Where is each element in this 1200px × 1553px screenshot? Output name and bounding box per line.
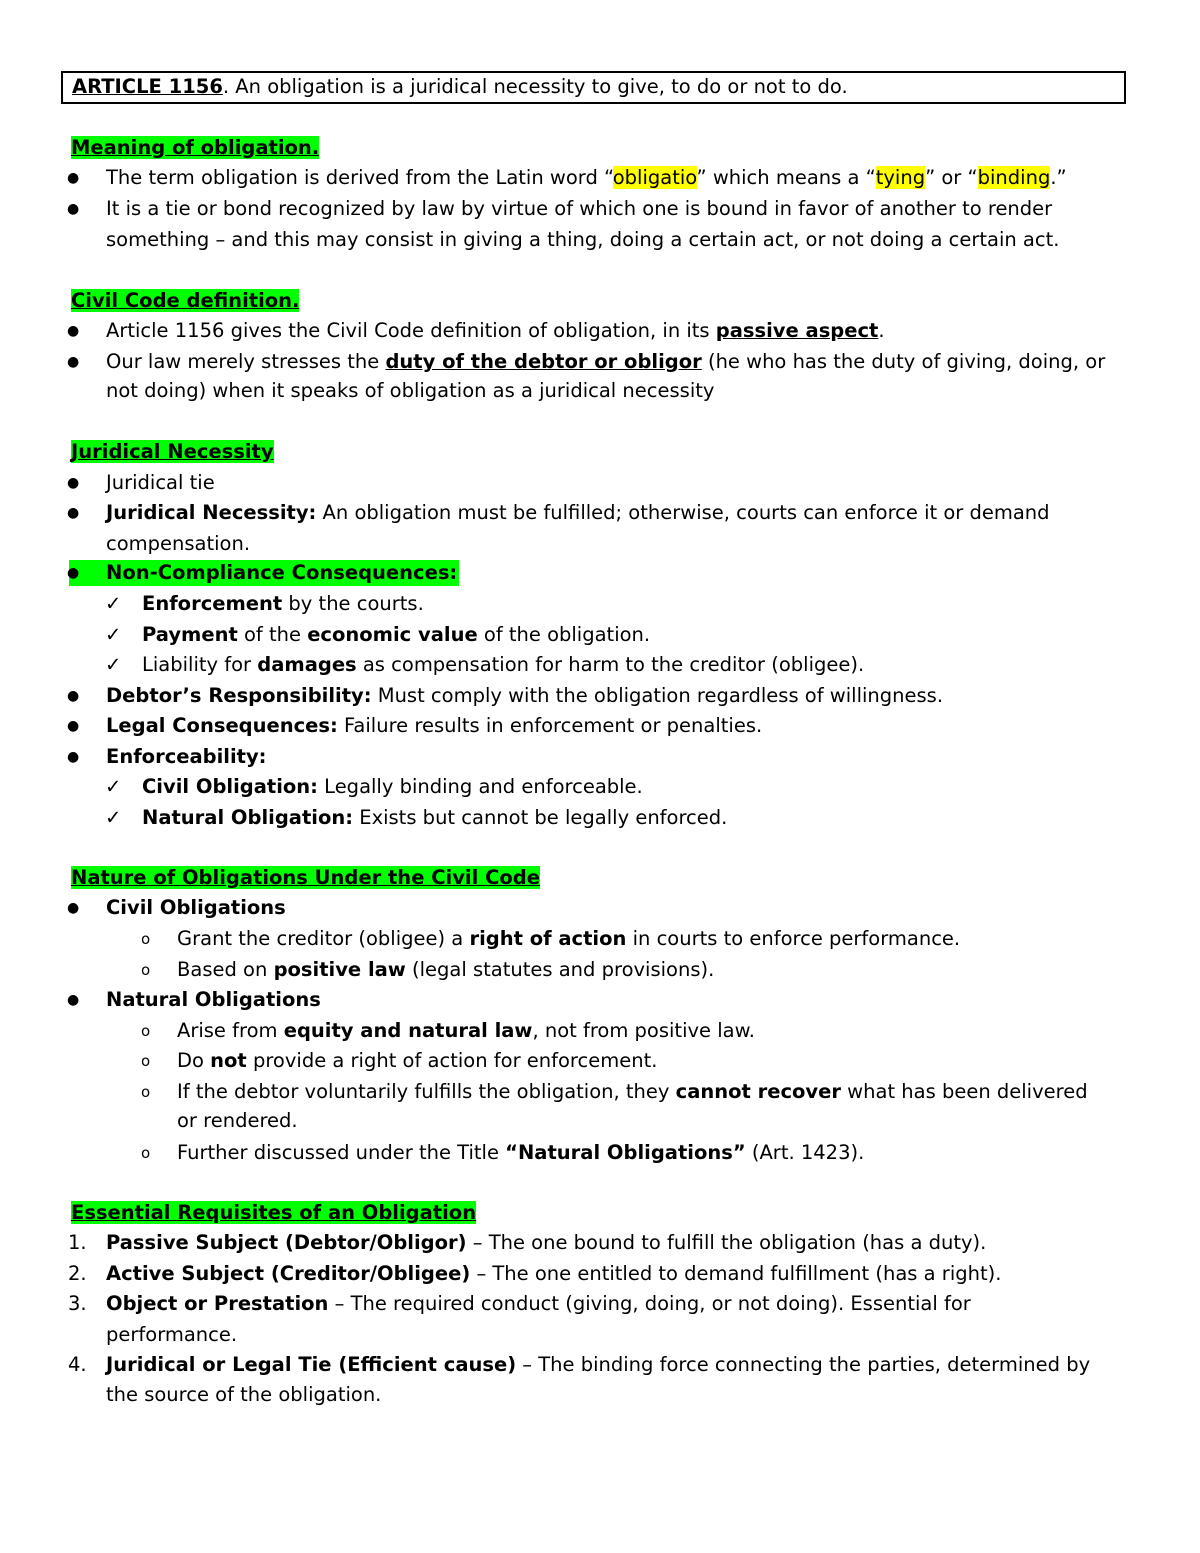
circle-bullet-icon: o xyxy=(141,961,151,979)
circle-bullet-icon: o xyxy=(141,930,151,948)
circle-bullet-icon: o xyxy=(141,1083,151,1101)
juridical-bullet-3: Non-Compliance Consequences: xyxy=(106,561,458,584)
list-number: 1. xyxy=(68,1231,87,1254)
heading-civil-code-definition: Civil Code definition. xyxy=(71,289,300,312)
highlight-tying: tying xyxy=(875,166,926,189)
bullet-icon: ● xyxy=(67,718,80,734)
natural-sub-4: Further discussed under the Title “Natural Obligations” (Art. 1423). xyxy=(177,1141,865,1164)
bullet-icon: ● xyxy=(67,565,80,581)
bullet-icon: ● xyxy=(67,475,80,491)
check-icon: ✓ xyxy=(105,623,122,646)
article-statement xyxy=(72,75,848,98)
check-icon: ✓ xyxy=(105,653,122,676)
bullet-icon: ● xyxy=(67,170,80,186)
list-number: 3. xyxy=(68,1292,87,1315)
heading-juridical-necessity: Juridical Necessity xyxy=(71,440,274,463)
bullet-icon: ● xyxy=(67,992,80,1008)
nature-bullet-civil: Civil Obligations xyxy=(106,896,286,919)
requisite-1: Passive Subject (Debtor/Obligor) – The one bound to fulfill the obligation (has a duty). xyxy=(106,1231,987,1254)
enforceability-1: Civil Obligation: Legally binding and enforceable. xyxy=(142,775,643,798)
consequence-2: Payment of the economic value of the obligation. xyxy=(142,623,651,646)
circle-bullet-icon: o xyxy=(141,1052,151,1070)
juridical-bullet-2-line-2: compensation. xyxy=(106,532,251,555)
list-number: 2. xyxy=(68,1262,87,1285)
consequence-3: Liability for damages as compensation for harm to the creditor (obligee). xyxy=(142,653,865,676)
meaning-bullet-2-line-1: It is a tie or bond recognized by law by virtue of which one is bound in favor of another to render xyxy=(106,197,1053,220)
consequence-1: Enforcement by the courts. xyxy=(142,592,424,615)
requisite-4-line-1: Juridical or Legal Tie (Efficient cause) – The binding force connecting the parties, determined by xyxy=(106,1353,1091,1376)
bullet-icon: ● xyxy=(67,201,80,217)
heading-nature-of-obligations: Nature of Obligations Under the Civil Code xyxy=(71,866,540,889)
natural-sub-3-line-1: If the debtor voluntarily fulfills the obligation, they cannot recover what has been delivered xyxy=(177,1080,1088,1103)
bullet-icon: ● xyxy=(67,505,80,521)
enforceability-2: Natural Obligation: Exists but cannot be legally enforced. xyxy=(142,806,728,829)
article-text: . An obligation is a juridical necessity to give, to do or not to do. xyxy=(222,75,848,98)
requisite-4-line-2: the source of the obligation. xyxy=(106,1383,382,1406)
requisite-2: Active Subject (Creditor/Obligee) – The one entitled to demand fulfillment (has a right). xyxy=(106,1262,1002,1285)
civil-def-bullet-1: Article 1156 gives the Civil Code definition of obligation, in its passive aspect. xyxy=(106,319,885,342)
highlight-obligatio: obligatio xyxy=(612,166,697,189)
highlight-binding: binding xyxy=(977,166,1051,189)
meaning-bullet-1: The term obligation is derived from the Latin word “obligatio” which means a “tying” or “binding.” xyxy=(106,166,1067,189)
natural-sub-1: Arise from equity and natural law, not from positive law. xyxy=(177,1019,755,1042)
civil-def-bullet-2-line-1: Our law merely stresses the duty of the debtor or obligor (he who has the duty of giving, doing, or xyxy=(106,350,1106,373)
circle-bullet-icon: o xyxy=(141,1022,151,1040)
juridical-bullet-2-line-1: Juridical Necessity: An obligation must be fulfilled; otherwise, courts can enforce it or demand xyxy=(106,501,1050,524)
natural-sub-2: Do not provide a right of action for enforcement. xyxy=(177,1049,658,1072)
bullet-icon: ● xyxy=(67,749,80,765)
civil-sub-2: Based on positive law (legal statutes and provisions). xyxy=(177,958,715,981)
article-box xyxy=(61,71,1126,104)
check-icon: ✓ xyxy=(105,775,122,798)
juridical-bullet-1: Juridical tie xyxy=(106,471,215,494)
natural-sub-3-line-2: or rendered. xyxy=(177,1109,298,1132)
heading-meaning: Meaning of obligation. xyxy=(71,136,320,159)
requisite-3-line-2: performance. xyxy=(106,1323,238,1346)
bullet-icon: ● xyxy=(67,688,80,704)
circle-bullet-icon: o xyxy=(141,1144,151,1162)
nature-bullet-natural: Natural Obligations xyxy=(106,988,321,1011)
heading-essential-requisites: Essential Requisites of an Obligation xyxy=(71,1201,477,1224)
civil-def-bullet-2-line-2: not doing) when it speaks of obligation as a juridical necessity xyxy=(106,379,715,402)
check-icon: ✓ xyxy=(105,806,122,829)
bullet-icon: ● xyxy=(67,323,80,339)
bullet-icon: ● xyxy=(67,354,80,370)
juridical-bullet-6: Enforceability: xyxy=(106,745,267,768)
civil-sub-1: Grant the creditor (obligee) a right of action in courts to enforce performance. xyxy=(177,927,961,950)
meaning-bullet-2-line-2: something – and this may consist in giving a thing, doing a certain act, or not doing a certain act. xyxy=(106,228,1060,251)
juridical-bullet-5: Legal Consequences: Failure results in enforcement or penalties. xyxy=(106,714,763,737)
juridical-bullet-4: Debtor’s Responsibility: Must comply with the obligation regardless of willingness. xyxy=(106,684,944,707)
check-icon: ✓ xyxy=(105,592,122,615)
requisite-3-line-1: Object or Prestation – The required conduct (giving, doing, or not doing). Essential for xyxy=(106,1292,971,1315)
bullet-icon: ● xyxy=(67,900,80,916)
article-label: ARTICLE 1156 xyxy=(72,75,223,98)
list-number: 4. xyxy=(68,1353,87,1376)
